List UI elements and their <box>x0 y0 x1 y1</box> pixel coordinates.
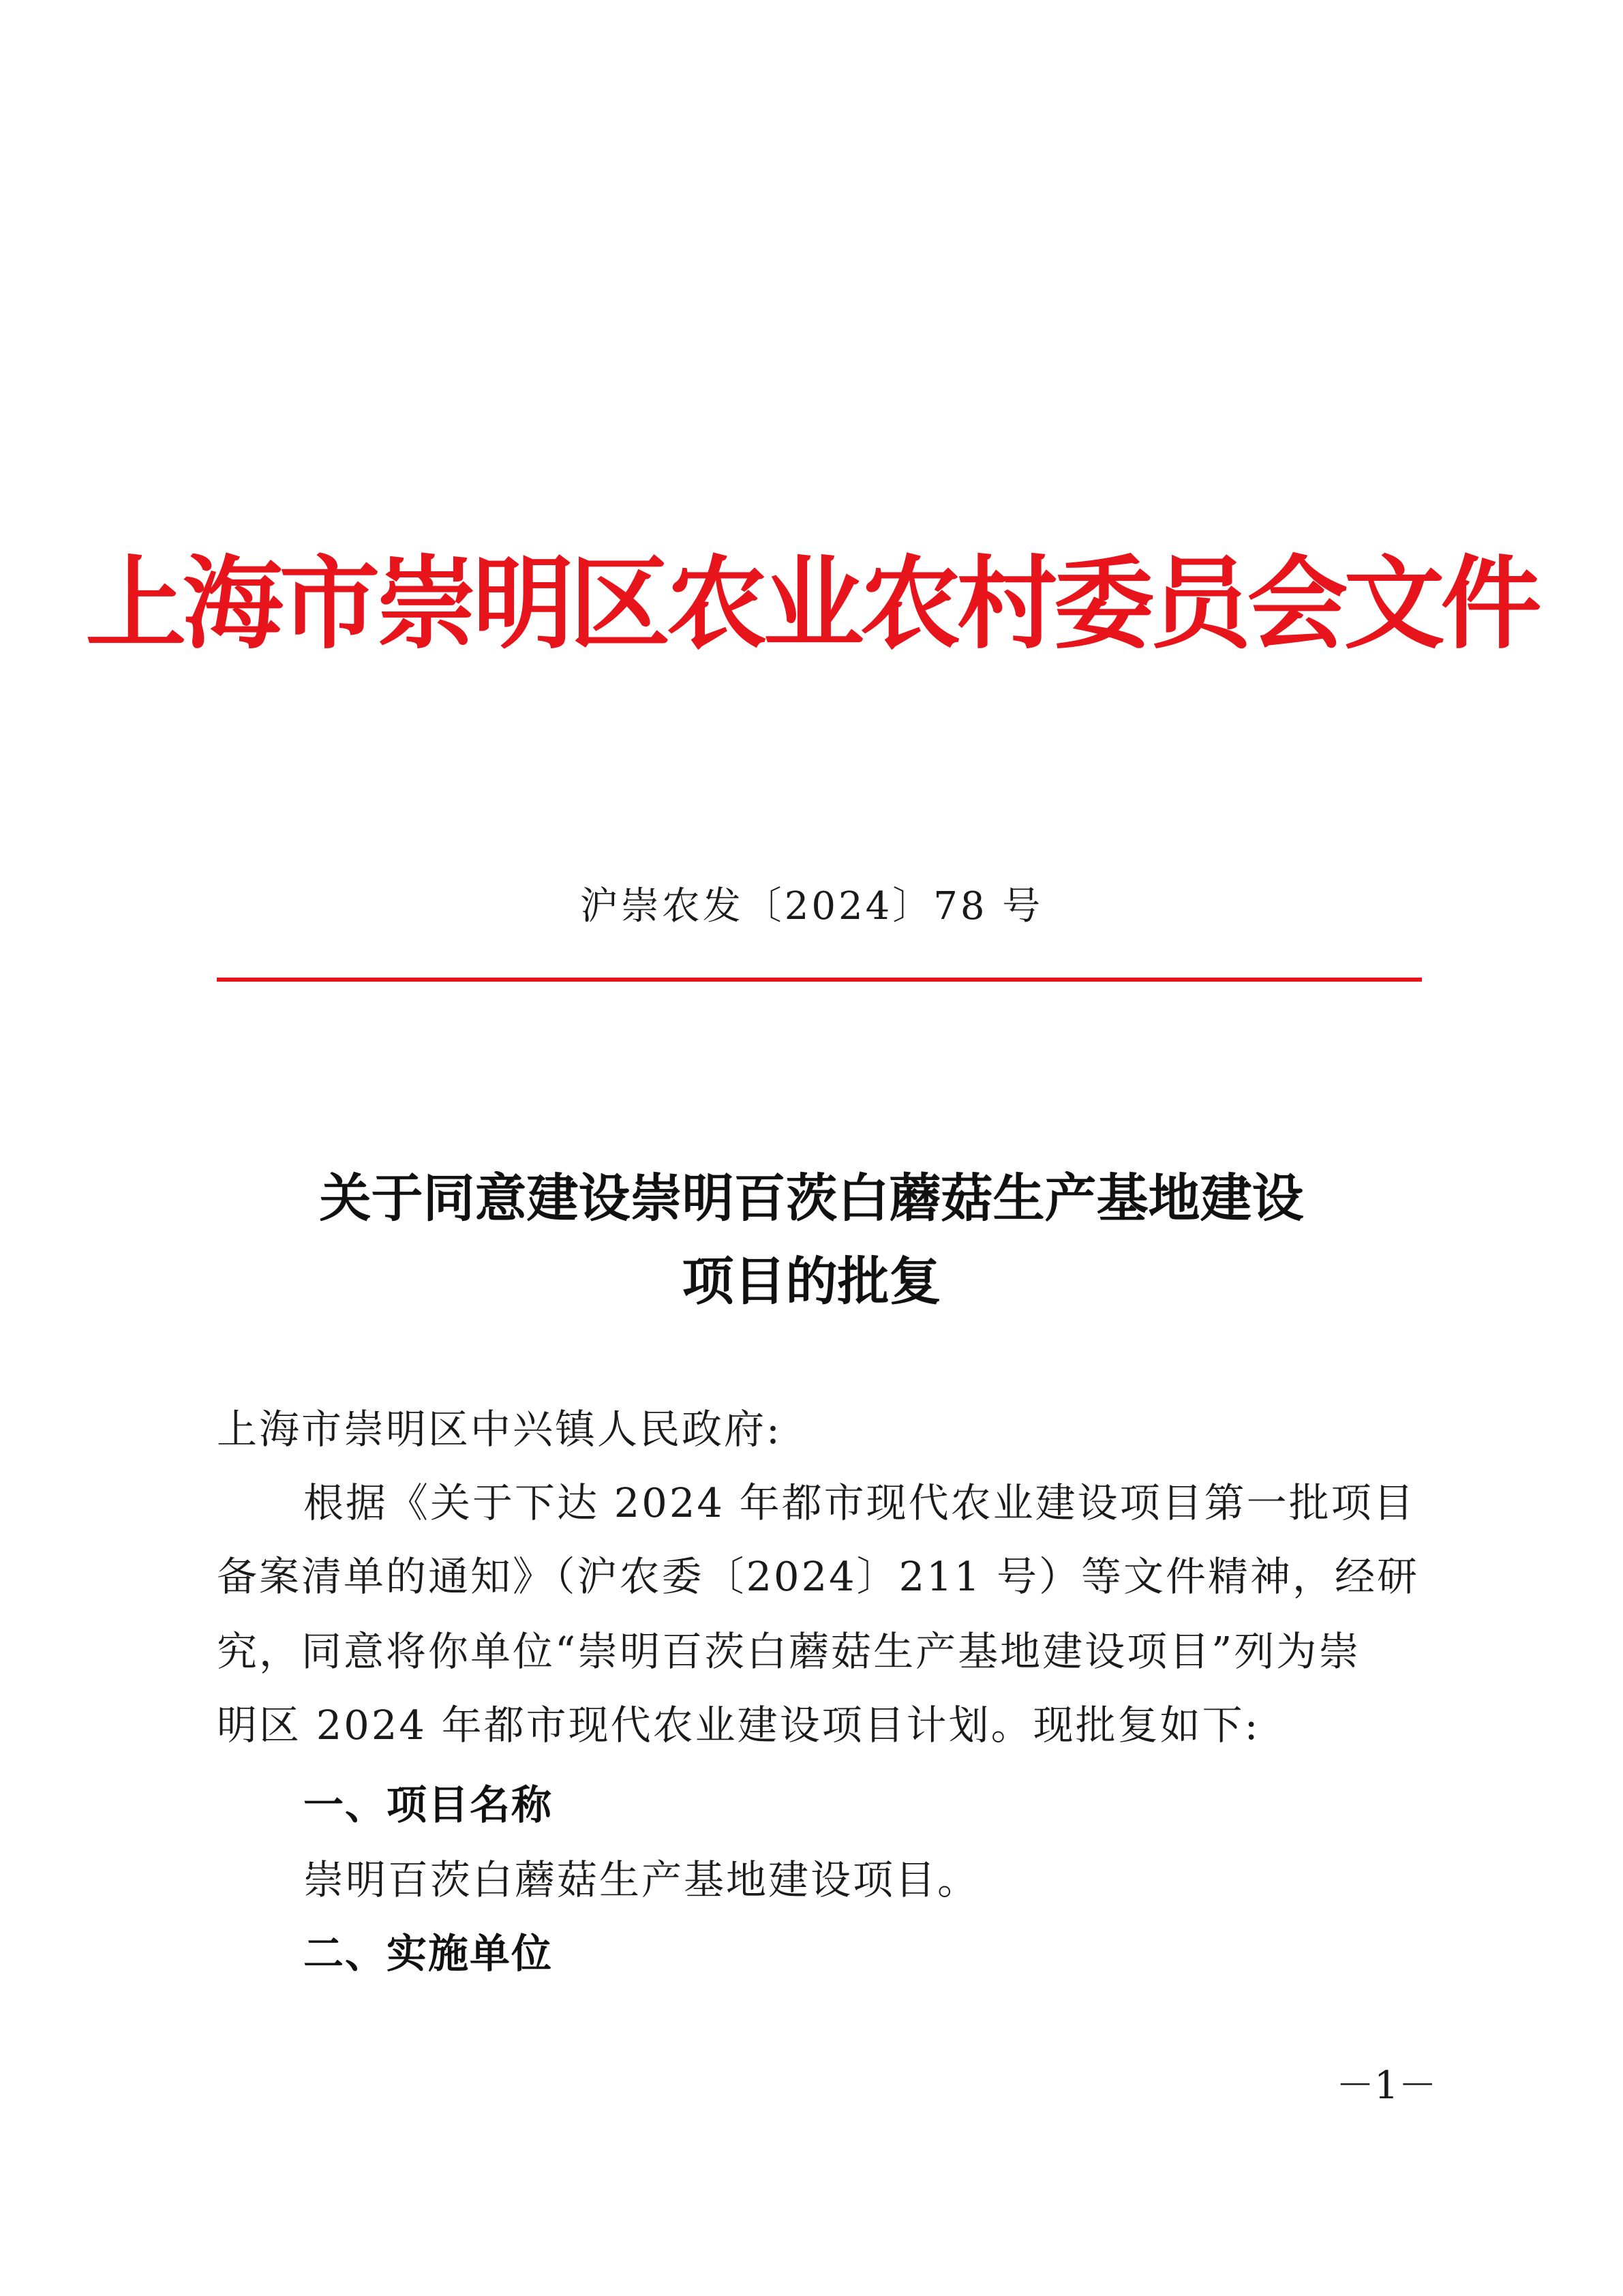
paragraph-line: 究，同意将你单位“崇明百茨白蘑菇生产基地建设项目”列为崇 <box>217 1628 1361 1675</box>
document-number: 沪崇农发〔2024〕78 号 <box>579 884 1044 928</box>
salutation: 上海市崇明区中兴镇人民政府: <box>217 1406 782 1453</box>
section-heading-project-name: 一、项目名称 <box>303 1781 553 1828</box>
section-heading-implementing-unit: 二、实施单位 <box>303 1930 553 1977</box>
organization-header: 上海市崇明区农业农村委员会文件 <box>85 544 1538 663</box>
document-title-line-2: 项目的批复 <box>682 1251 941 1312</box>
paragraph-line: 根据《关于下达 2024 年都市现代农业建设项目第一批项目 <box>303 1479 1416 1526</box>
section-text-project-name: 崇明百茨白蘑菇生产基地建设项目。 <box>303 1856 980 1903</box>
document-title-line-1: 关于同意建设崇明百茨白蘑菇生产基地建设 <box>319 1168 1304 1228</box>
red-separator-line <box>217 978 1422 982</box>
paragraph-line: 备案清单的通知》（沪农委〔2024〕211 号）等文件精神，经研 <box>217 1553 1420 1600</box>
page-number: －1－ <box>1336 2064 1437 2108</box>
paragraph-line: 明区 2024 年都市现代农业建设项目计划。现批复如下: <box>217 1702 1260 1749</box>
